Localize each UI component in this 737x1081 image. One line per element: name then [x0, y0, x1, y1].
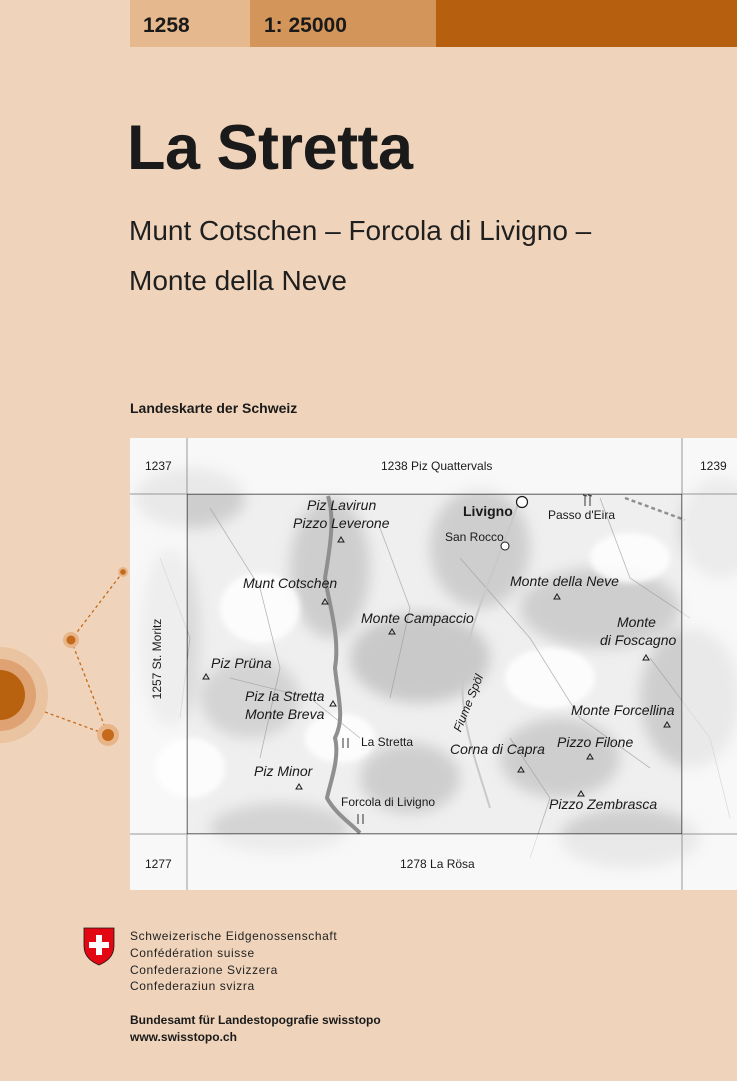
- label-piz-pruna: Piz Prüna: [211, 655, 272, 671]
- label-monte-della-neve: Monte della Neve: [510, 573, 619, 589]
- confederation-line-fr: Confédération suisse: [130, 946, 255, 960]
- header-accent-block: [436, 0, 737, 47]
- adjacent-sheet-1238: 1238 Piz Quattervals: [381, 459, 493, 473]
- label-fiume-spol: Fiume Spöl: [450, 672, 487, 734]
- swiss-coat-of-arms-icon: [82, 926, 116, 966]
- label-piz-lavirun: Piz Lavirun: [307, 497, 377, 513]
- label-monte-forcellina: Monte Forcellina: [571, 702, 675, 718]
- label-pizzo-zembrasca: Pizzo Zembrasca: [549, 796, 658, 812]
- confederation-line-it: Confederazione Svizzera: [130, 963, 278, 977]
- label-livigno: Livigno: [463, 503, 513, 519]
- label-monte: Monte: [617, 614, 656, 630]
- confederation-line-rm: Confederaziun svizra: [130, 979, 255, 993]
- adjacent-sheet-1239: 1239: [700, 459, 727, 473]
- map-scale: 1: 25000: [264, 14, 347, 37]
- scale-cell: [250, 0, 436, 47]
- label-di-foscagno: di Foscagno: [600, 632, 677, 648]
- adjacent-sheet-1257: 1257 St. Moritz: [150, 618, 164, 700]
- header-bar: [0, 0, 737, 47]
- website-link[interactable]: www.swisstopo.ch: [130, 1030, 237, 1044]
- label-piz-la-stretta: Piz la Stretta: [245, 688, 325, 704]
- label-san-rocco: San Rocco: [445, 530, 504, 544]
- confederation-line-de: Schweizerische Eidgenossenschaft: [130, 929, 338, 943]
- label-piz-minor: Piz Minor: [254, 763, 313, 779]
- sheet-index-graphic: [0, 560, 132, 750]
- adjacent-sheet-1278: 1278 La Rösa: [400, 857, 475, 871]
- map-preview: [130, 438, 737, 890]
- label-munt-cotschen: Munt Cotschen: [243, 575, 338, 591]
- label-pizzo-filone: Pizzo Filone: [557, 734, 634, 750]
- label-corna-di-capra: Corna di Capra: [450, 741, 545, 757]
- adjacent-sheet-1237: 1237: [145, 459, 172, 473]
- sheet-number: 1258: [143, 14, 190, 37]
- label-pizzo-leverone: Pizzo Leverone: [293, 515, 390, 531]
- agency-name: Bundesamt für Landestopografie swisstopo: [130, 1013, 381, 1027]
- sheet-number-cell: [130, 0, 250, 47]
- adjacent-sheet-1277: 1277: [145, 857, 172, 871]
- subtitle-line-1: Munt Cotschen – Forcola di Livigno –: [129, 215, 592, 246]
- series-label: Landeskarte der Schweiz: [130, 400, 298, 416]
- label-la-stretta-pass: La Stretta: [361, 735, 414, 749]
- label-monte-campaccio: Monte Campaccio: [361, 610, 474, 626]
- label-forcola-di-livigno: Forcola di Livigno: [341, 795, 436, 809]
- label-passo-deira: Passo d'Eira: [548, 508, 615, 522]
- subtitle-line-2: Monte della Neve: [129, 265, 347, 296]
- map-title: La Stretta: [127, 113, 413, 183]
- label-monte-breva: Monte Breva: [245, 706, 325, 722]
- livigno-town-icon: [517, 497, 528, 508]
